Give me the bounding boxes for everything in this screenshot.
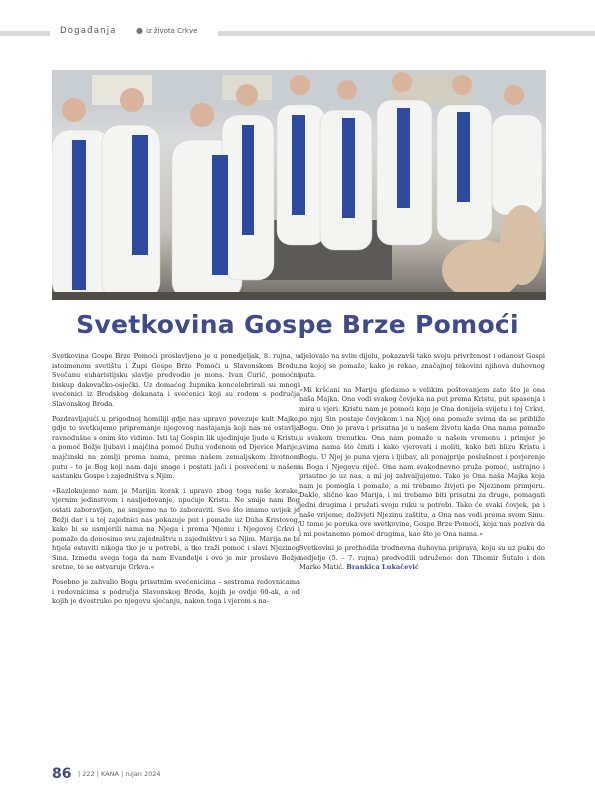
page-header: [0, 26, 595, 40]
article-paragraph-text: Svetkovini je prethodila trodnevna duhovna priprava, koju su uz puku do nedjelje (5. – 7. rujna) predvodili udruženo: don Tihomir Šutalo i don Marko Matić.: [299, 544, 545, 572]
article-author: Brankica Lukačević: [346, 563, 419, 572]
page-footer: [52, 768, 352, 782]
article-title: Svetkovina Gospe Brze Pomoći: [76, 310, 519, 339]
article-paragraph: djelovalo na svim dijelu, pokazavši tako svoju privrženost i odanost Gospi na kojoj se pomaže, kako je rekao, značajnoj tekovini njihova duhovnog puta.: [299, 352, 545, 380]
page-number: 86: [52, 766, 72, 782]
article-paragraph: »Mi kršćani na Mariju gledamo s velikim poštovanjem zato što je ona naša Majka. Ona vodi svakog čovjeka na put prema Kristu, put spasenja i mira u vjeri. Kristu nam je pomoći koju je Ona donijela svijetu i toj Crkvi, po njoj Sin postaje čovjekom i na Njoj ona pomaže svima da se približe Bogu. Ono je prava i prisutna je u našem životu kada Ona nama pomaže u svakom trenutku. Ona nam pomaže u našem vremenu i primjer je svima nama što činiti i kako vjerovati i moliti, kako biti blizu Kristu i Bogu. U Njoj je puna vjera i ljubav, ali ponajprije poslušnost i povjerenje u Boga i Njegovu riječ. Ona nam svakodnevno pruža pomoć, ustrajno i prisutno je uz nas, a mi joj zahvaljujemo. Tako je Ona naša Majka koja nam je pomogla i pomaže, a mi trebamo živjeti po Njezinom primjeru. Dakle, slično kao Marija, i mi trebamo biti prisutni za druge, pomagati jedni drugima i pružati svoju ruku u potrebi. Tako će svaki čovjek, pa i naše vrijeme, doživjeti Njezinu zaštitu, a Ona nas vodi prema svom Sinu. U tome je poruka ove svetkovine, Gospe Brze Pomoći, koja nas poziva da i mi postanemo pomoć drugima, kao što je Ona nama.«: [299, 385, 545, 538]
article-paragraph: [299, 544, 545, 573]
section-subtitle: iz života Crkve: [146, 27, 198, 35]
article-photo: [52, 70, 546, 300]
photo-of-priests-in-church-icon: [52, 70, 546, 300]
article-column-right: [299, 352, 545, 578]
issue-info: | 222 | KANA | rujan 2024: [78, 770, 161, 778]
article-paragraph: Posebno je zahvalio Bogu prisutnim svećenicima – sestrama redovnicama i redovnicima s područja Slavonskog Broda, kojih je ovdje 60-ak, a od kojih je dvostruko po njegovu sjećanju, nakon toga i vjerom s na-: [52, 578, 300, 606]
header-rule-right: [218, 31, 595, 36]
header-rule-left: [0, 31, 50, 36]
article-column-left: [52, 352, 300, 612]
header-bullet-icon: ●: [136, 26, 143, 35]
section-title: Događanja: [60, 26, 117, 36]
article-paragraph: »Razlokujemo nam je Marijin korak i upravo zbog toga naše korake, vjernim jedinstvom i nasljedovanje, upućuje Kristu. Ne smije nam Bog ostati zaboravljen, ne smijemo na to zaboraviti. Sve što imamo uvijek je Božji dar i u toj zajednici nas pokazuje put i pomaže uz Duha Kristovog, kako bi se usmjerili nama na Njega i prema Njemu i Njegovoj Crkvi i pomaže da donosimo svu zajedništvu u zajedništvu i sa Njim. Marija ne bi htjela ostaviti nikoga tko je u potrebi, a tko traži pomoć i slavi Njezinog Sina. Izmedu svega toga da nam Evanđelje i ovo je mir proslave Božje sretne, te se ostvaruje Crkva.«: [52, 486, 300, 572]
article-paragraph: Pozdravljajući u prigodnoj homiliji gdje nas upravo povezuje kult Majke, gdje to svetkujemo pripremanje njegovog nastajanja koji nas ne ostavlja ravnodušne s onim što vidimo. Isti taj Gospin lik ujedinjuje ljude u Kristu, a pomoć Božje ljubavi i majčina pomoć Duhu vođenom od Djevice Marije, majčinski na zemlji prema nama, prema našem zemaljskom životnom putu - to je Bog koji nam daje snage i postati jači i posvećeni u našem sastanku Gospe i zajedništva s Njim.: [52, 414, 300, 481]
article-paragraph: Svetkovina Gospe Brze Pomoći proslavljena je u ponedjeljak, 8. rujna, u istoimenom svetištu i Župi Gospe Brze Pomoći u Slavonskom Brodu. Svečanu euharistijsku slavlje predvodio je mons. Ivan Ćurić, pomoćni biskup đakovačko-osječki. Uz domaćeg župnika koncelebrirali su mnogi svećenici iz Brodskog dekanata i svećenici koji su rodom s područja Slavonskog Broda.: [52, 352, 300, 408]
